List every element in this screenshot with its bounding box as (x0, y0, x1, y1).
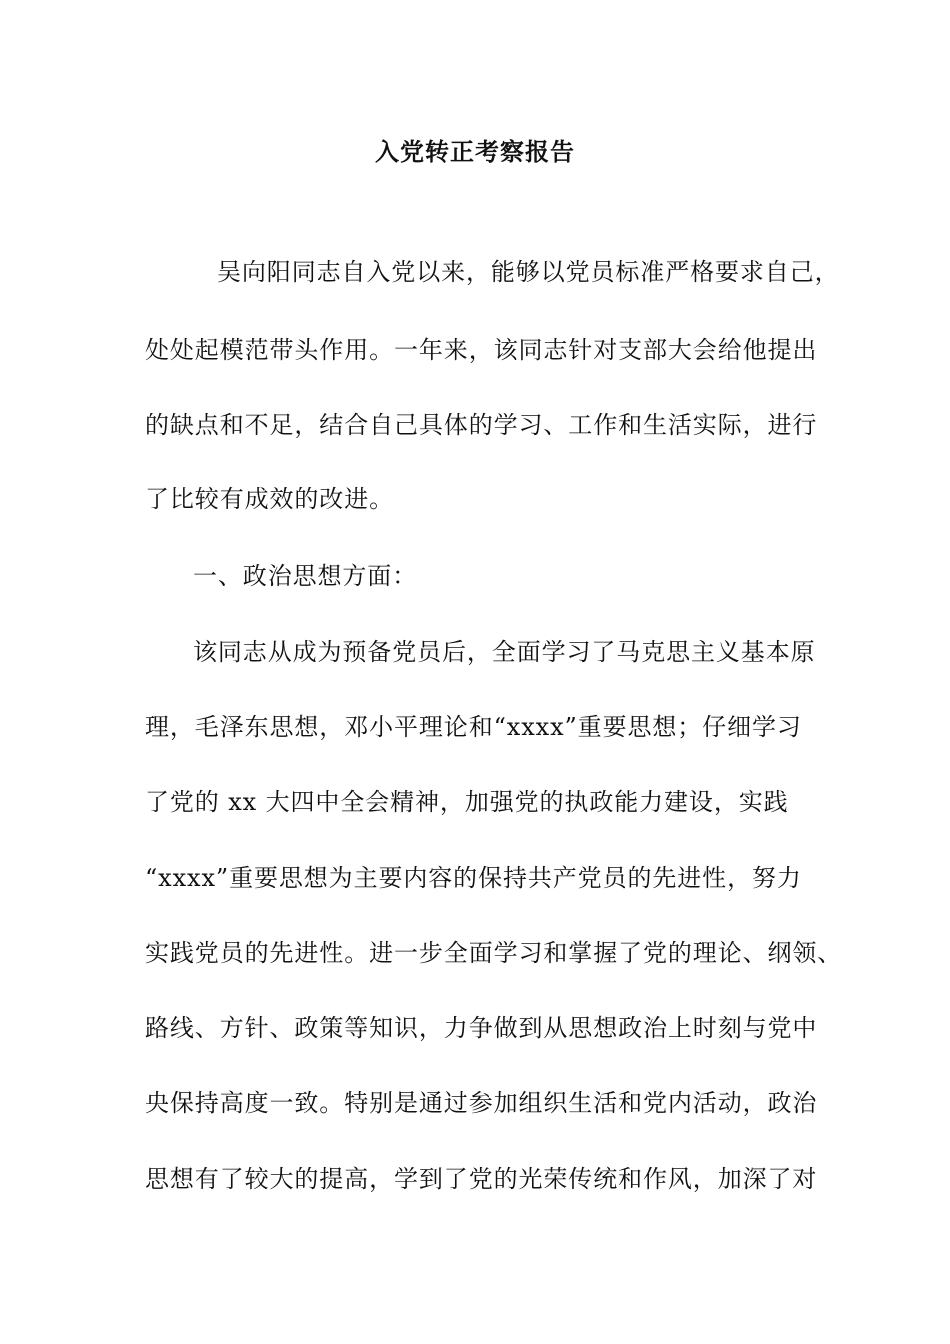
paragraph-2-line-8: 思想有了较大的提高，学到了党的光荣传统和作风，加深了对 (145, 1165, 818, 1193)
paragraph-2-line-4: “xxxx”重要思想为主要内容的保持共产党员的先进性，努力 (145, 864, 802, 892)
document-title: 入党转正考察报告 (375, 138, 575, 166)
paragraph-1-line-2: 处处起模范带头作用。一年来，该同志针对支部大会给他提出 (145, 336, 818, 364)
paragraph-2-line-5: 实践党员的先进性。进一步全面学习和掌握了党的理论、纲领、 (145, 939, 843, 967)
section-heading-political: 一、政治思想方面： (193, 562, 418, 590)
paragraph-2-line-6: 路线、方针、政策等知识，力争做到从思想政治上时刻与党中 (145, 1014, 818, 1042)
paragraph-2-line-7: 央保持高度一致。特别是通过参加组织生活和党内活动，政治 (145, 1089, 818, 1117)
paragraph-1-line-4: 了比较有成效的改进。 (145, 485, 394, 513)
paragraph-2-line-3: 了党的 xx 大四中全会精神，加强党的执政能力建设，实践 (145, 788, 789, 816)
paragraph-1-line-3: 的缺点和不足，结合自己具体的学习、工作和生活实际，进行 (145, 411, 818, 439)
paragraph-1-line-1: 吴向阳同志自入党以来，能够以党员标准严格要求自己， (217, 258, 840, 286)
paragraph-2-line-1: 该同志从成为预备党员后，全面学习了马克思主义基本原 (193, 638, 816, 666)
paragraph-2-line-2: 理，毛泽东思想，邓小平理论和“xxxx”重要思想；仔细学习 (145, 713, 802, 741)
